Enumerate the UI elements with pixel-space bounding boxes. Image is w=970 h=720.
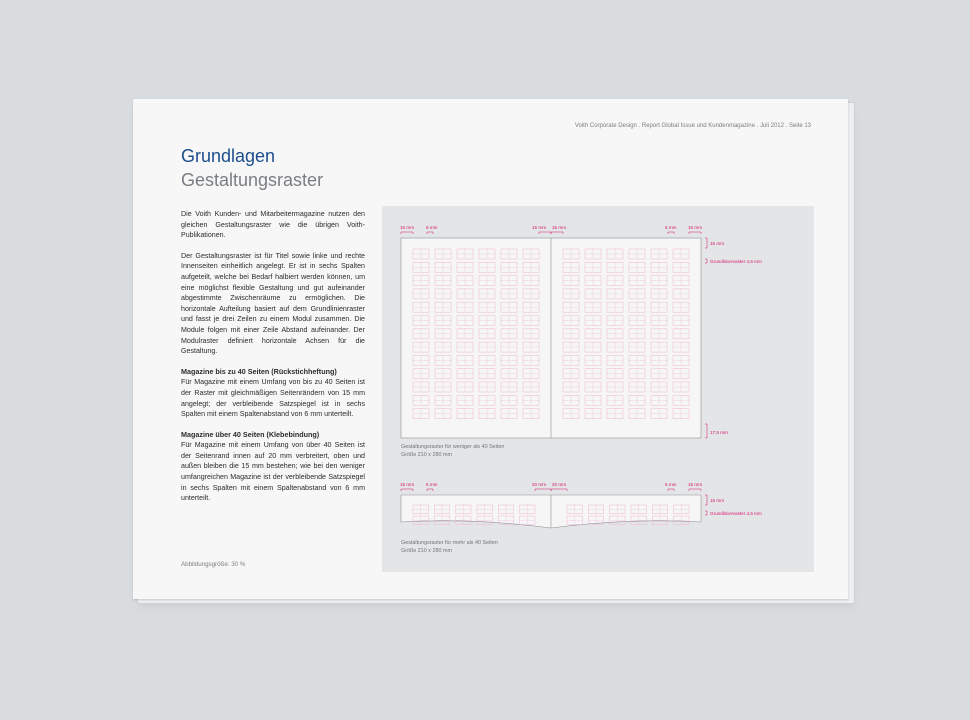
label-margin-top: 15 mm [710, 498, 725, 503]
label-margin-inner: 15 mm [552, 225, 567, 230]
label-gutter: 6 mm [426, 482, 438, 487]
grid-figure [382, 206, 814, 572]
label-margin-outer: 15 mm [688, 482, 703, 487]
heading-up-to-40: Magazine bis zu 40 Seiten (Rückstichheftung) [181, 366, 337, 376]
spread-diagram-small [400, 225, 762, 458]
page-title: Grundlagen [181, 146, 276, 166]
spread-diagram-perfect-bound [400, 482, 762, 554]
label-baseline-grid: Grundlinienraster 4,5 mm [710, 259, 762, 264]
label-margin-bottom: 17,5 mm [710, 430, 728, 435]
caption-title: Gestaltungsraster für mehr als 40 Seiten [401, 540, 498, 546]
caption-size: Größe 210 x 280 mm [401, 452, 452, 458]
label-gutter: 6 mm [426, 225, 438, 230]
label-margin-outer: 15 mm [400, 225, 415, 230]
caption-size: Größe 210 x 280 mm [401, 548, 452, 554]
label-margin-top: 15 mm [710, 241, 725, 246]
caption-title: Gestaltungsraster für weniger als 40 Seiten [401, 444, 505, 450]
label-margin-inner: 20 mm [532, 482, 547, 487]
page-subtitle: Gestaltungsraster [181, 170, 324, 190]
label-gutter: 6 mm [665, 225, 677, 230]
grid-figure-panel [382, 206, 814, 572]
label-margin-outer: 15 mm [400, 482, 415, 487]
figure-size-note: Abbildungsgröße: 30 % [181, 561, 246, 568]
label-baseline-grid: Grundlinienraster 4,5 mm [710, 511, 762, 516]
paragraph-grid: Der Gestaltungsraster ist für Titel sowie linke und rechte Innenseiten einheitlich angelegt. Er ist in sechs Spalten aufgeteilt, welche bei Bedarf halbiert werden können, um eine möglichst flexible Gestaltung und gut aufeinander abgestimmte Zwischenräume zu ermöglichen. Die horizontale Aufteilung basiert auf dem Grundlinienraster und fasst je drei Zeilen zu einem Modul zusammen. Die Module folgen mit einer Zeile Abstand aufeinander. Der Modulraster definiert horizontale Achsen für die Gestaltung. [181, 251, 365, 356]
body-text [181, 209, 365, 514]
running-head: Voith Corporate Design . Report Global Issue und Kundenmagazine . Juli 2012 . Seite 13 [574, 123, 811, 129]
heading-over-40: Magazine über 40 Seiten (Klebebindung) [181, 429, 320, 439]
paragraph-over-40: Für Magazine mit einem Umfang von über 40 Seiten ist der Seitenrand innen auf 20 mm verbreitert, oben und außen bleiben die 15 mm bestehen; wie bei den weniger umfangreichen Magazine ist der verbleibende Satzspiegel in sechs Spalten mit einem Spaltenabstand von 6 mm unterteilt. [181, 441, 365, 503]
paragraph-up-to-40: Für Magazine mit einem Umfang von bis zu 40 Seiten ist der Raster mit gleichmäßigen Seitenrändern von 15 mm angelegt; der verbleibende Satzspiegel ist in sechs Spalten mit einem Spaltenabstand von 6 mm unterteilt. [181, 378, 365, 419]
label-gutter: 6 mm [665, 482, 677, 487]
label-margin-outer: 15 mm [688, 225, 703, 230]
document-page [133, 99, 848, 599]
label-margin-inner: 15 mm [532, 225, 547, 230]
label-margin-inner: 20 mm [552, 482, 567, 487]
paragraph-intro: Die Voith Kunden- und Mitarbeitermagazine nutzen den gleichen Gestaltungsraster wie die übrigen Voith-Publikationen. [181, 210, 365, 240]
